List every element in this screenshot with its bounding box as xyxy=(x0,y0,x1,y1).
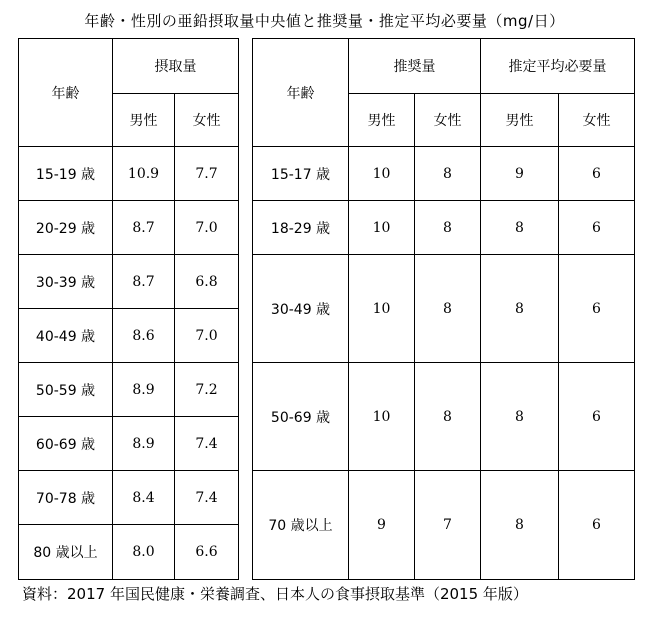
intake-male-value: 8.7 xyxy=(113,201,175,255)
intake-male-value: 8.9 xyxy=(113,363,175,417)
rda-male-value: 10 xyxy=(349,147,415,201)
table-row xyxy=(19,309,239,363)
intake-group-header: 摂取量 xyxy=(113,39,239,94)
intake-female-value: 7.4 xyxy=(175,417,239,471)
intake-female-value: 7.0 xyxy=(175,309,239,363)
rda-male-header: 男性 xyxy=(349,94,415,147)
rda-male-value: 9 xyxy=(349,471,415,580)
table-row xyxy=(253,471,635,580)
table-row xyxy=(19,147,239,201)
intake-age: 80 歳以上 xyxy=(19,525,113,580)
recommend-age: 70 歳以上 xyxy=(253,471,349,580)
source-note: 資料：2017 年国民健康・栄養調査、日本人の食事摂取基準（2015 年版） xyxy=(22,585,528,603)
intake-male-value: 8.0 xyxy=(113,525,175,580)
intake-female-value: 6.8 xyxy=(175,255,239,309)
intake-female-value: 7.2 xyxy=(175,363,239,417)
rda-male-value: 10 xyxy=(349,201,415,255)
intake-age: 30-39 歳 xyxy=(19,255,113,309)
intake-female-value: 7.4 xyxy=(175,471,239,525)
rda-header: 推奨量 xyxy=(349,39,481,94)
ear-female-value: 6 xyxy=(559,201,635,255)
ear-male-value: 8 xyxy=(481,255,559,363)
recommend-age-header: 年齢 xyxy=(253,39,349,147)
intake-age: 15-19 歳 xyxy=(19,147,113,201)
ear-male-value: 8 xyxy=(481,471,559,580)
ear-header: 推定平均必要量 xyxy=(481,39,635,94)
recommend-age: 30-49 歳 xyxy=(253,255,349,363)
intake-female-value: 6.6 xyxy=(175,525,239,580)
table-row xyxy=(19,363,239,417)
ear-male-header: 男性 xyxy=(481,94,559,147)
intake-age: 20-29 歳 xyxy=(19,201,113,255)
ear-male-value: 8 xyxy=(481,201,559,255)
intake-age-header: 年齢 xyxy=(19,39,113,147)
table-row xyxy=(19,201,239,255)
intake-female-header: 女性 xyxy=(175,94,239,147)
intake-male-value: 8.9 xyxy=(113,417,175,471)
ear-female-value: 6 xyxy=(559,363,635,471)
ear-female-value: 6 xyxy=(559,255,635,363)
ear-female-header: 女性 xyxy=(559,94,635,147)
recommendation-table xyxy=(252,38,635,580)
intake-age: 70-78 歳 xyxy=(19,471,113,525)
ear-male-value: 9 xyxy=(481,147,559,201)
intake-male-value: 8.6 xyxy=(113,309,175,363)
recommend-age: 50-69 歳 xyxy=(253,363,349,471)
table-row xyxy=(19,525,239,580)
recommend-age: 18-29 歳 xyxy=(253,201,349,255)
rda-female-value: 8 xyxy=(415,255,481,363)
table-title: 年齢・性別の亜鉛摂取量中央値と推奨量・推定平均必要量（mg/日） xyxy=(84,12,565,30)
rda-male-value: 10 xyxy=(349,255,415,363)
intake-male-value: 10.9 xyxy=(113,147,175,201)
table-row xyxy=(19,471,239,525)
table-row xyxy=(253,255,635,363)
intake-female-value: 7.7 xyxy=(175,147,239,201)
table-row xyxy=(253,363,635,471)
rda-female-value: 7 xyxy=(415,471,481,580)
intake-male-header: 男性 xyxy=(113,94,175,147)
ear-female-value: 6 xyxy=(559,147,635,201)
table-row xyxy=(253,147,635,201)
rda-female-header: 女性 xyxy=(415,94,481,147)
ear-female-value: 6 xyxy=(559,471,635,580)
table-row xyxy=(253,201,635,255)
rda-male-value: 10 xyxy=(349,363,415,471)
intake-table xyxy=(18,38,239,580)
intake-age: 40-49 歳 xyxy=(19,309,113,363)
intake-age: 50-59 歳 xyxy=(19,363,113,417)
intake-male-value: 8.4 xyxy=(113,471,175,525)
table-row xyxy=(19,417,239,471)
intake-age: 60-69 歳 xyxy=(19,417,113,471)
intake-female-value: 7.0 xyxy=(175,201,239,255)
intake-male-value: 8.7 xyxy=(113,255,175,309)
rda-female-value: 8 xyxy=(415,201,481,255)
table-row xyxy=(19,255,239,309)
rda-female-value: 8 xyxy=(415,147,481,201)
recommend-age: 15-17 歳 xyxy=(253,147,349,201)
rda-female-value: 8 xyxy=(415,363,481,471)
ear-male-value: 8 xyxy=(481,363,559,471)
